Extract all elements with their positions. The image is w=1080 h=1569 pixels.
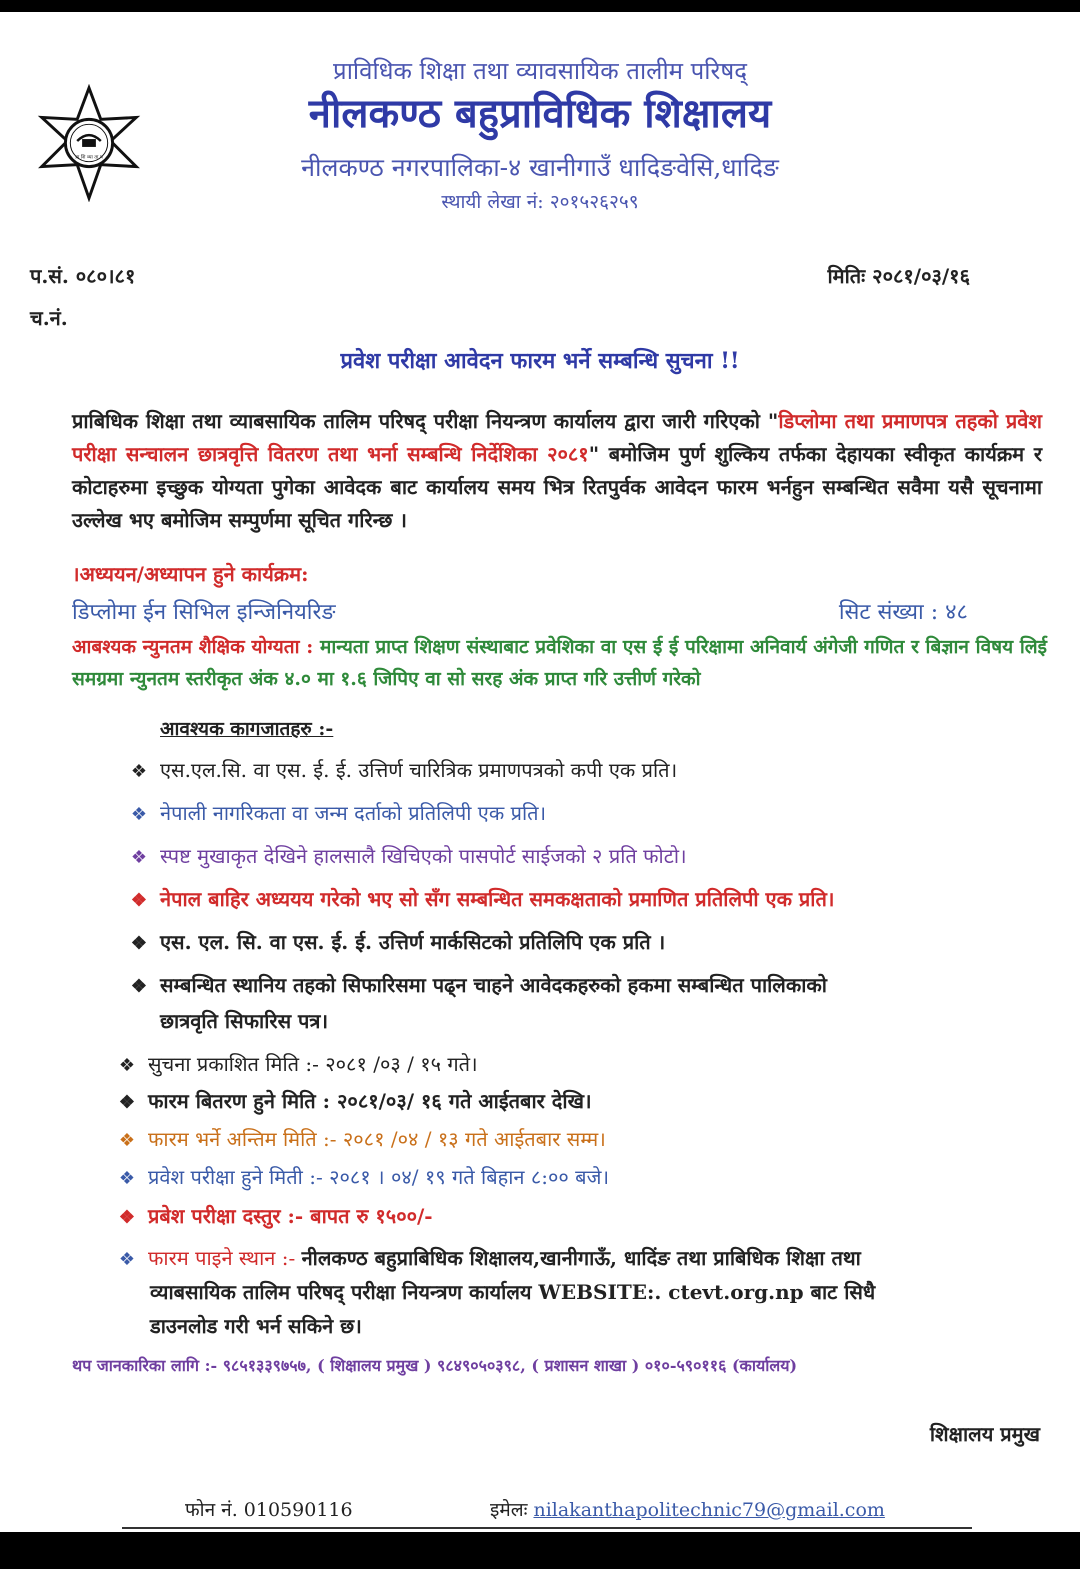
diamond-bullet-icon: ❖ (130, 933, 148, 954)
document-item: ❖ सम्बन्धित स्थानिय तहको सिफारिसमा पढ्न चाहने आवेदकहरुको हकमा सम्बन्धित पालिकाको (128, 971, 827, 998)
schedule-location: ❖ फारम पाइने स्थान :- नीलकण्ठ बहुप्राबिधिक शिक्षालय,खानीगाऊँ, धादिंङ तथा प्राबिधिक शिक्षा तथा (116, 1244, 861, 1271)
documents-heading: आवश्यक कागजातहरु :- (160, 718, 334, 740)
signatory: शिक्षालय प्रमुख (929, 1422, 1040, 1446)
address: नीलकण्ठ नगरपालिका-४ खानीगाउँ धादिङवेसि,धादिङ (301, 153, 779, 182)
schedule-location-line3: डाउनलोड गरी भर्न सकिने छ। (150, 1314, 362, 1338)
document-item: ❖ एस. एल. सि. वा एस. ई. ई. उत्तिर्ण मार्कसिटको प्रतिलिपि एक प्रति । (128, 928, 665, 955)
intro-part3: " बमोजिम पुर्ण शुल्किय तर्फका देहायका स्वीकृत कार्यक्रम र कोटाहरुमा इच्छुक योग्यता पुगेका आवेदक बाट कार्यालय समय भित्र रितपुर्वक आवेदन फारम भर्नहुन सम्बन्धित सवैमा यसै सूचनामा उल्लेख भए बमोजिम सम्पुर्णमा सूचित गरिन्छ । (72, 442, 1042, 532)
program-name: डिप्लोमा ईन सिभिल इन्जिनियरिङ (72, 600, 336, 625)
qualification (72, 631, 1047, 695)
document-item: ❖ स्पष्ट मुखाकृत देखिने हालसालै खिचिएको पासपोर्ट साईजको २ प्रति फोटो। (128, 842, 687, 869)
account-number: स्थायी लेखा नं: २०१५२६२५९ (441, 191, 639, 213)
council-name: प्राविधिक शिक्षा तथा व्यावसायिक तालीम परिषद् (333, 57, 747, 85)
footer-email: इमेलः nilakanthapolitechnic79@gmail.com (490, 1499, 885, 1521)
diamond-bullet-icon: ❖ (118, 1055, 136, 1076)
diamond-bullet-icon: ❖ (130, 847, 148, 868)
letter-number: प.सं. ०८०।८१ (30, 264, 136, 288)
emblem-text: प्रा शि व्या ता प (75, 154, 103, 161)
diamond-bullet-icon: ❖ (118, 1249, 136, 1270)
footer-phone: फोन नं. 010590116 (185, 1499, 353, 1521)
institution-name: नीलकण्ठ बहुप्राविधिक शिक्षालय (308, 90, 772, 137)
diamond-bullet-icon: ❖ (130, 890, 148, 911)
programs-heading: ।अध्ययन/अध्यापन हुने कार्यक्रम: (72, 562, 309, 586)
schedule-location-line2: व्याबसायिक तालिम परिषद् परीक्षा नियन्त्रण कार्यालय WEBSITE:. ctevt.org.np बाट सिधै (150, 1280, 876, 1304)
diamond-bullet-icon: ❖ (118, 1130, 136, 1151)
diamond-bullet-icon: ❖ (130, 804, 148, 825)
notice-page (0, 12, 1080, 1532)
document-item-continued: छात्रवृति सिफारिस पत्र। (160, 1009, 329, 1033)
contact-info: थप जानकारिका लागि :- ९८५१३३९७५७, ( शिक्षालय प्रमुख ) ९८४९०५०३९८, ( प्रशासन शाखा ) ०१०-५९०११६ (कार्यालय) (72, 1356, 798, 1375)
seat-count: सिट संख्या : ४८ (838, 600, 968, 625)
email-link[interactable]: nilakanthapolitechnic79@gmail.com (533, 1499, 885, 1521)
dispatch-number: च.नं. (30, 306, 68, 330)
date: मितिः २०८१/०३/१६ (827, 264, 970, 288)
notice-title: प्रवेश परीक्षा आवेदन फारम भर्ने सम्बन्धि सुचना !! (340, 348, 740, 374)
diamond-bullet-icon: ❖ (130, 976, 148, 997)
footer-rule (122, 1527, 972, 1529)
diamond-bullet-icon: ❖ (118, 1207, 136, 1228)
diamond-bullet-icon: ❖ (130, 761, 148, 782)
diamond-bullet-icon: ❖ (118, 1168, 136, 1189)
qualification-text: मान्यता प्राप्त शिक्षण संस्थाबाट प्रवेशिका वा एस ई ई परिक्षामा अनिवार्य अंगेजी गणित र बिज्ञान विषय लिई समग्रमा न्युनतम स्तरीकृत अंक ४.० मा १.६ जिपिए वा सो सरह अंक प्राप्त गरि उत्तीर्ण गरेको (72, 636, 1047, 690)
qualification-label: आबश्यक न्युनतम शैक्षिक योग्यता : (72, 636, 314, 658)
intro-directive: डिप्लोमा तथा प्रमाणपत्र तहको प्रवेश परीक्षा सन्चालन छात्रवृत्ति वितरण तथा भर्ना सम्बन्धि निर्देशिका २०८१ (72, 409, 1042, 466)
schedule-deadline: ❖ फारम भर्ने अन्तिम मिति :- २०८१ /०४ / १३ गते आईतबार सम्म। (116, 1125, 606, 1152)
intro-part1: प्राबिधिक शिक्षा तथा व्याबसायिक तालिम परिषद् परीक्षा नियन्त्रण कार्यालय द्वारा जारी गरिएको " (72, 409, 779, 433)
document-item: ❖ एस.एल.सि. वा एस. ई. ई. उत्तिर्ण चारित्रिक प्रमाणपत्रको कपी एक प्रति। (128, 756, 677, 783)
document-item: ❖ नेपाल बाहिर अध्ययय गरेको भए सो सँग सम्बन्धित समकक्षताको प्रमाणित प्रतिलिपी एक प्रति। (128, 885, 834, 912)
document-item: ❖ नेपाली नागरिकता वा जन्म दर्ताको प्रतिलिपी एक प्रति। (128, 799, 546, 826)
diamond-bullet-icon: ❖ (118, 1092, 136, 1113)
schedule-distribution: ❖ फारम बितरण हुने मिति : २०८१/०३/ १६ गते आईतबार देखि। (116, 1087, 592, 1114)
schedule-fee: ❖ प्रबेश परीक्षा दस्तुर :- बापत रु १५००/- (116, 1202, 433, 1229)
intro-paragraph (72, 405, 1042, 537)
schedule-exam: ❖ प्रवेश परीक्षा हुने मिती :- २०८१ । ०४/ १९ गते बिहान ८:०० बजे। (116, 1163, 609, 1190)
schedule-published: ❖ सुचना प्रकाशित मिति :- २०८१ /०३ / १५ गते। (116, 1050, 478, 1077)
